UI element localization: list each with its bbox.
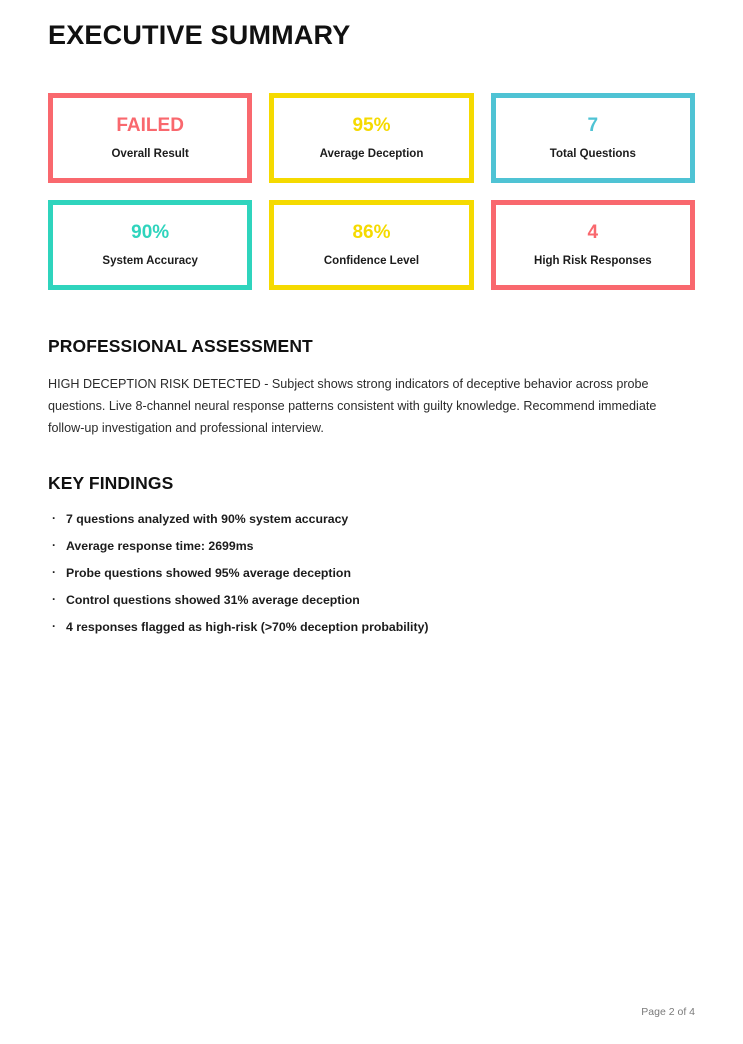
metric-card-confidence-level	[269, 200, 473, 290]
bullet-icon: ·	[52, 565, 56, 580]
key-findings-list	[48, 512, 695, 634]
bullet-icon: ·	[52, 511, 56, 526]
metric-card-high-risk-responses	[491, 200, 695, 290]
metric-card-average-deception	[269, 93, 473, 183]
metric-value: FAILED	[116, 115, 184, 137]
page-footer: Page 2 of 4	[641, 1006, 695, 1018]
metric-card-system-accuracy	[48, 200, 252, 290]
list-item	[48, 539, 695, 553]
assessment-text: HIGH DECEPTION RISK DETECTED - Subject shows strong indicators of deceptive behavior across probe questions. Live 8-channel neural response patterns consistent with guilty knowledge. Recommend immediate follow-up investigation and professional interview.	[48, 377, 657, 436]
metric-label: Total Questions	[549, 147, 636, 160]
metric-card-grid	[48, 93, 695, 290]
metric-label: Confidence Level	[323, 254, 420, 267]
metric-value: 4	[587, 222, 599, 244]
list-item	[48, 593, 695, 607]
bullet-icon: ·	[52, 538, 56, 553]
metric-card-total-questions	[491, 93, 695, 183]
list-item-label: 4 responses flagged as high-risk (>70% deception probability)	[66, 620, 429, 635]
section-heading-professional-assessment: PROFESSIONAL ASSESSMENT	[48, 336, 313, 356]
metric-label: High Risk Responses	[534, 254, 652, 267]
bullet-icon: ·	[52, 592, 56, 607]
list-item-label: 7 questions analyzed with 90% system accuracy	[66, 512, 349, 527]
list-item-label: Control questions showed 31% average deception	[66, 593, 360, 608]
metric-value: 90%	[131, 222, 170, 244]
list-item	[48, 512, 695, 526]
metric-value: 7	[587, 115, 599, 137]
metric-value: 86%	[352, 222, 391, 244]
section-heading-key-findings: KEY FINDINGS	[48, 473, 174, 494]
metric-card-overall-result	[48, 93, 252, 183]
list-item-label: Average response time: 2699ms	[66, 539, 254, 554]
page-title: EXECUTIVE SUMMARY	[48, 20, 351, 50]
list-item	[48, 566, 695, 580]
list-item	[48, 620, 695, 634]
metric-label: Average Deception	[319, 147, 424, 160]
metric-label: System Accuracy	[102, 254, 198, 267]
bullet-icon: ·	[52, 619, 56, 634]
list-item-label: Probe questions showed 95% average deception	[66, 566, 351, 581]
metric-value: 95%	[352, 115, 391, 137]
metric-label: Overall Result	[111, 147, 189, 160]
